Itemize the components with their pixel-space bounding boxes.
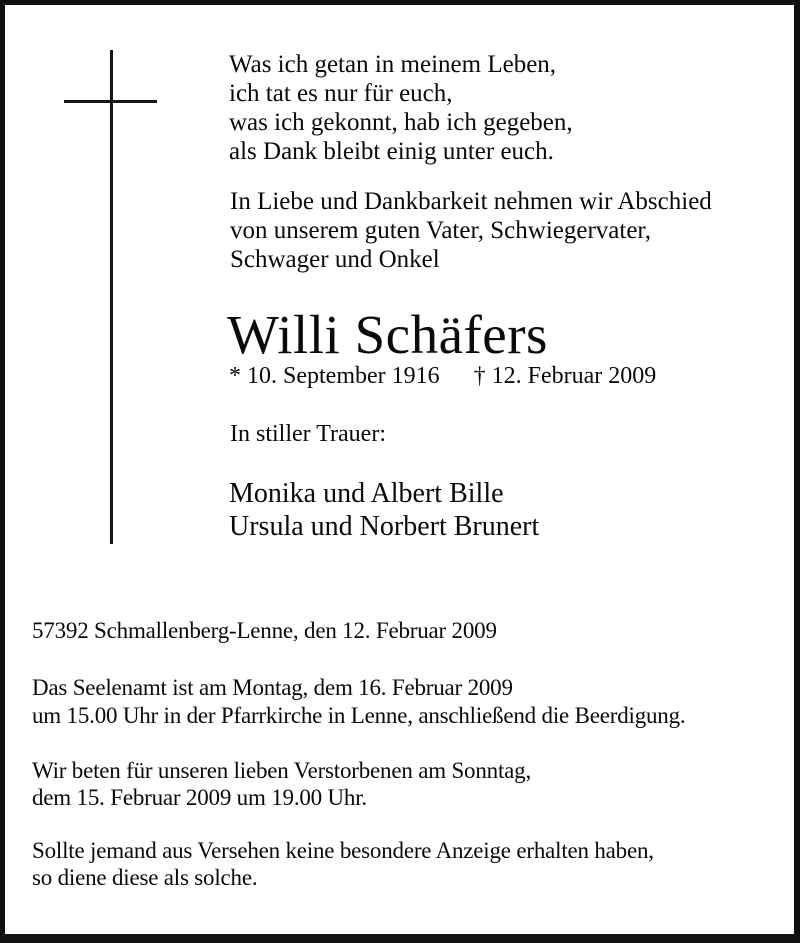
place-and-date: 57392 Schmallenberg-Lenne, den 12. Februar 2009 [32, 618, 497, 643]
mourning-label: In stiller Trauer: [230, 421, 386, 447]
death-date: † 12. Februar 2009 [473, 363, 657, 389]
life-dates [229, 362, 656, 390]
intro-line: In Liebe und Dankbarkeit nehmen wir Abschied [230, 188, 712, 215]
service-line: Das Seelenamt ist am Montag, dem 16. Februar 2009 [32, 675, 513, 700]
cross-horizontal-bar [64, 100, 157, 103]
deceased-name: Willi Schäfers [227, 304, 548, 365]
mourners-list [229, 477, 539, 543]
scan-frame-left [0, 0, 5, 943]
mourner-line: Monika und Albert Bille [229, 478, 504, 509]
intro-line: von unserem guten Vater, Schwiegervater, [230, 217, 652, 244]
verse-line: Was ich getan in meinem Leben, [229, 51, 557, 78]
mourner-line: Ursula und Norbert Brunert [229, 511, 540, 542]
scan-frame-top [0, 0, 800, 5]
prayer-info [32, 757, 531, 811]
scan-frame-bottom [0, 934, 800, 943]
intro-line: Schwager und Onkel [230, 246, 440, 273]
verse-line: ich tat es nur für euch, [229, 80, 453, 107]
farewell-intro [230, 187, 712, 274]
closing-note [32, 837, 654, 891]
closing-line: so diene diese als solche. [32, 865, 258, 890]
verse-line: als Dank bleibt einig unter euch. [229, 138, 554, 165]
birth-date: * 10. September 1916 [229, 363, 440, 389]
prayer-line: dem 15. Februar 2009 um 19.00 Uhr. [32, 785, 367, 810]
service-info [32, 674, 685, 730]
scan-frame-right [794, 0, 800, 943]
verse-line: was ich gekonnt, hab ich gegeben, [229, 109, 573, 136]
cross-vertical-bar [110, 50, 113, 544]
prayer-line: Wir beten für unseren lieben Verstorbenen am Sonntag, [32, 758, 532, 783]
closing-line: Sollte jemand aus Versehen keine besondere Anzeige erhalten haben, [32, 838, 654, 863]
memorial-verse [229, 50, 573, 166]
service-line: um 15.00 Uhr in der Pfarrkirche in Lenne, anschließend die Beerdigung. [32, 703, 686, 728]
